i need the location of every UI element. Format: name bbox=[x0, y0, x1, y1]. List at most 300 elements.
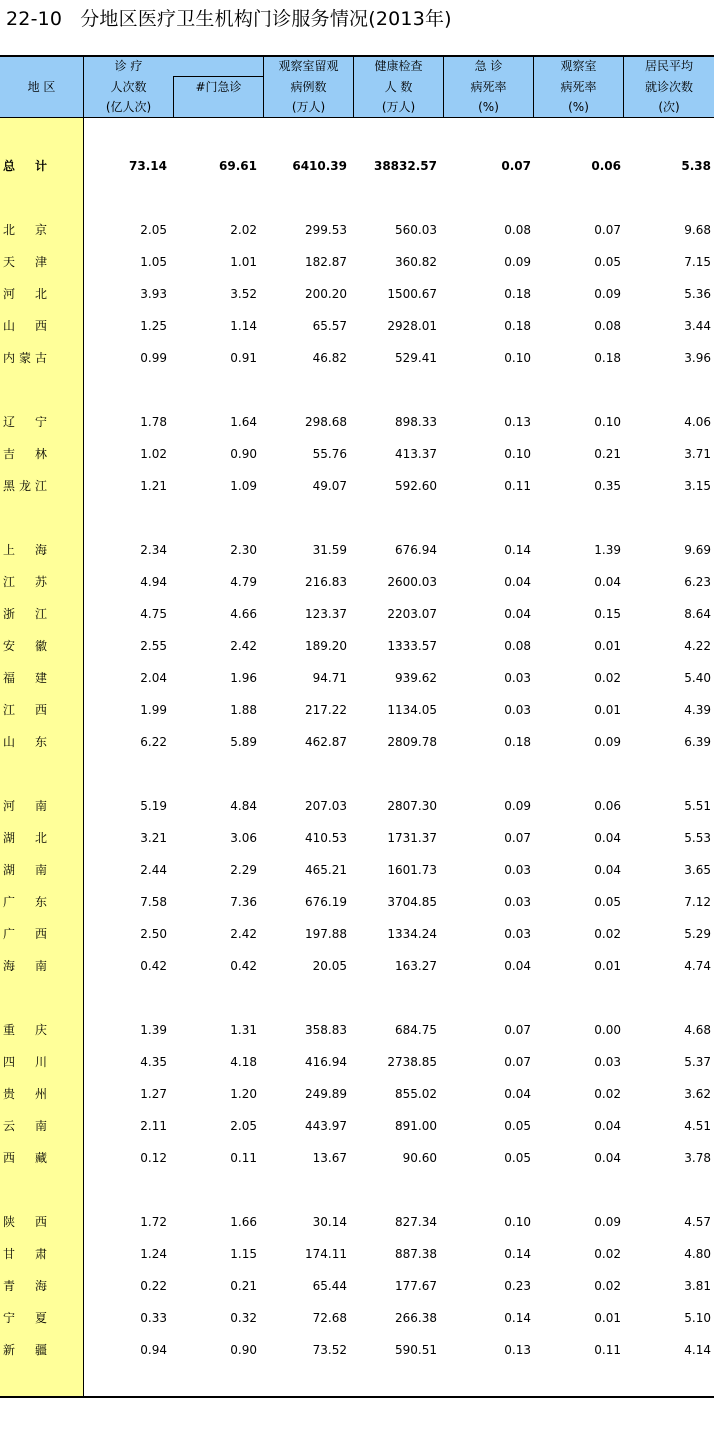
cell-observation-death-rate: 0.05 bbox=[594, 895, 621, 909]
table-row bbox=[0, 1276, 714, 1296]
cell-emergency: 2.30 bbox=[230, 543, 257, 557]
cell-observation: 72.68 bbox=[312, 1311, 347, 1325]
table-row bbox=[0, 1340, 714, 1360]
cell-avg-visits: 4.57 bbox=[684, 1215, 711, 1229]
header-visits-1: 诊 疗 bbox=[114, 59, 143, 73]
cell-visits: 3.93 bbox=[140, 287, 167, 301]
cell-checkup: 1601.73 bbox=[387, 863, 437, 877]
cell-observation-death-rate: 0.07 bbox=[594, 223, 621, 237]
cell-emergency-death-rate: 0.07 bbox=[504, 1023, 531, 1037]
cell-visits: 0.12 bbox=[140, 1151, 167, 1165]
cell-observation: 416.94 bbox=[305, 1055, 347, 1069]
cell-emergency-death-rate: 0.04 bbox=[504, 959, 531, 973]
cell-emergency: 0.90 bbox=[230, 1343, 257, 1357]
table-row bbox=[0, 476, 714, 496]
cell-visits: 0.33 bbox=[140, 1311, 167, 1325]
cell-observation: 217.22 bbox=[305, 703, 347, 717]
cell-checkup: 177.67 bbox=[395, 1279, 437, 1293]
cell-visits: 1.25 bbox=[140, 319, 167, 333]
cell-region-name: 陕 西 bbox=[3, 1215, 47, 1229]
cell-observation-death-rate: 0.02 bbox=[594, 1279, 621, 1293]
cell-checkup: 855.02 bbox=[395, 1087, 437, 1101]
header-observation-2: 病例数 bbox=[290, 80, 327, 94]
cell-emergency-death-rate: 0.05 bbox=[504, 1119, 531, 1133]
cell-observation: 189.20 bbox=[305, 639, 347, 653]
cell-observation-death-rate: 0.02 bbox=[594, 1247, 621, 1261]
cell-checkup: 2203.07 bbox=[387, 607, 437, 621]
cell-visits: 0.22 bbox=[140, 1279, 167, 1293]
cell-visits: 1.78 bbox=[140, 415, 167, 429]
cell-checkup: 887.38 bbox=[395, 1247, 437, 1261]
cell-checkup: 684.75 bbox=[395, 1023, 437, 1037]
table-row bbox=[0, 412, 714, 432]
cell-visits: 73.14 bbox=[129, 159, 167, 173]
cell-emergency-death-rate: 0.04 bbox=[504, 575, 531, 589]
header-emergency: #门急诊 bbox=[195, 80, 242, 94]
cell-observation: 6410.39 bbox=[292, 159, 347, 173]
cell-emergency: 1.01 bbox=[230, 255, 257, 269]
cell-avg-visits: 4.51 bbox=[684, 1119, 711, 1133]
cell-emergency: 2.42 bbox=[230, 639, 257, 653]
table-row bbox=[0, 700, 714, 720]
header-checkup-3: (万人) bbox=[381, 100, 416, 114]
cell-region-name: 四 川 bbox=[3, 1055, 47, 1069]
cell-observation: 31.59 bbox=[312, 543, 347, 557]
region-column-background bbox=[0, 118, 83, 1396]
cell-checkup: 3704.85 bbox=[387, 895, 437, 909]
cell-emergency: 2.05 bbox=[230, 1119, 257, 1133]
cell-avg-visits: 4.06 bbox=[684, 415, 711, 429]
cell-checkup: 2807.30 bbox=[387, 799, 437, 813]
cell-emergency: 2.02 bbox=[230, 223, 257, 237]
cell-checkup: 1731.37 bbox=[387, 831, 437, 845]
cell-avg-visits: 4.39 bbox=[684, 703, 711, 717]
cell-observation-death-rate: 0.01 bbox=[594, 1311, 621, 1325]
region-column-rule bbox=[83, 118, 84, 1396]
table-row bbox=[0, 828, 714, 848]
cell-emergency: 7.36 bbox=[230, 895, 257, 909]
cell-observation-death-rate: 0.01 bbox=[594, 639, 621, 653]
cell-avg-visits: 3.15 bbox=[684, 479, 711, 493]
header-observation-death-1: 观察室 bbox=[560, 59, 597, 73]
cell-observation: 182.87 bbox=[305, 255, 347, 269]
cell-visits: 1.02 bbox=[140, 447, 167, 461]
cell-avg-visits: 5.51 bbox=[684, 799, 711, 813]
cell-emergency: 2.29 bbox=[230, 863, 257, 877]
cell-observation: 443.97 bbox=[305, 1119, 347, 1133]
table-row bbox=[0, 444, 714, 464]
cell-emergency: 0.42 bbox=[230, 959, 257, 973]
cell-emergency-death-rate: 0.14 bbox=[504, 543, 531, 557]
cell-emergency: 0.21 bbox=[230, 1279, 257, 1293]
cell-avg-visits: 5.37 bbox=[684, 1055, 711, 1069]
table-number: 22-10 bbox=[6, 8, 63, 30]
cell-region-name: 河 北 bbox=[3, 287, 47, 301]
cell-avg-visits: 6.39 bbox=[684, 735, 711, 749]
cell-observation: 73.52 bbox=[312, 1343, 347, 1357]
table-row bbox=[0, 572, 714, 592]
cell-visits: 2.11 bbox=[140, 1119, 167, 1133]
table-row bbox=[0, 604, 714, 624]
table-row bbox=[0, 956, 714, 976]
cell-observation-death-rate: 0.04 bbox=[594, 863, 621, 877]
cell-observation-death-rate: 0.09 bbox=[594, 287, 621, 301]
cell-avg-visits: 5.36 bbox=[684, 287, 711, 301]
cell-visits: 0.42 bbox=[140, 959, 167, 973]
cell-observation: 65.57 bbox=[312, 319, 347, 333]
header-emergency-death-1: 急 诊 bbox=[474, 59, 503, 73]
cell-region-name: 甘 肃 bbox=[3, 1247, 47, 1261]
header-emergency-death-3: (%) bbox=[478, 100, 499, 114]
cell-observation-death-rate: 0.02 bbox=[594, 927, 621, 941]
cell-emergency: 4.84 bbox=[230, 799, 257, 813]
cell-visits: 1.99 bbox=[140, 703, 167, 717]
cell-checkup: 413.37 bbox=[395, 447, 437, 461]
cell-emergency-death-rate: 0.03 bbox=[504, 671, 531, 685]
cell-observation-death-rate: 0.06 bbox=[594, 799, 621, 813]
cell-region-name: 湖 北 bbox=[3, 831, 47, 845]
cell-avg-visits: 3.81 bbox=[684, 1279, 711, 1293]
cell-observation-death-rate: 0.05 bbox=[594, 255, 621, 269]
table-row bbox=[0, 1020, 714, 1040]
cell-observation: 410.53 bbox=[305, 831, 347, 845]
cell-visits: 5.19 bbox=[140, 799, 167, 813]
cell-region-name: 内蒙古 bbox=[3, 351, 47, 365]
cell-visits: 7.58 bbox=[140, 895, 167, 909]
header-checkup-2: 人 数 bbox=[384, 80, 413, 94]
cell-region-name: 天 津 bbox=[3, 255, 47, 269]
cell-region-name: 广 西 bbox=[3, 927, 47, 941]
cell-region-name: 安 徽 bbox=[3, 639, 47, 653]
cell-emergency-death-rate: 0.23 bbox=[504, 1279, 531, 1293]
cell-avg-visits: 4.14 bbox=[684, 1343, 711, 1357]
cell-visits: 6.22 bbox=[140, 735, 167, 749]
cell-avg-visits: 5.38 bbox=[681, 159, 711, 173]
cell-emergency-death-rate: 0.08 bbox=[504, 639, 531, 653]
cell-visits: 2.04 bbox=[140, 671, 167, 685]
table-row bbox=[0, 668, 714, 688]
cell-avg-visits: 6.23 bbox=[684, 575, 711, 589]
cell-avg-visits: 4.80 bbox=[684, 1247, 711, 1261]
cell-observation-death-rate: 0.03 bbox=[594, 1055, 621, 1069]
cell-observation: 20.05 bbox=[312, 959, 347, 973]
cell-region-name: 上 海 bbox=[3, 543, 47, 557]
cell-observation-death-rate: 0.11 bbox=[594, 1343, 621, 1357]
cell-checkup: 2738.85 bbox=[387, 1055, 437, 1069]
cell-visits: 4.35 bbox=[140, 1055, 167, 1069]
cell-avg-visits: 3.71 bbox=[684, 447, 711, 461]
cell-checkup: 560.03 bbox=[395, 223, 437, 237]
cell-emergency-death-rate: 0.18 bbox=[504, 735, 531, 749]
cell-checkup: 1334.24 bbox=[387, 927, 437, 941]
cell-region-name: 北 京 bbox=[3, 223, 47, 237]
cell-emergency-death-rate: 0.13 bbox=[504, 415, 531, 429]
cell-checkup: 898.33 bbox=[395, 415, 437, 429]
cell-emergency: 1.96 bbox=[230, 671, 257, 685]
cell-emergency: 1.88 bbox=[230, 703, 257, 717]
cell-emergency-death-rate: 0.14 bbox=[504, 1311, 531, 1325]
cell-visits: 4.94 bbox=[140, 575, 167, 589]
cell-observation-death-rate: 0.15 bbox=[594, 607, 621, 621]
cell-emergency: 0.91 bbox=[230, 351, 257, 365]
cell-checkup: 827.34 bbox=[395, 1215, 437, 1229]
cell-emergency-death-rate: 0.08 bbox=[504, 223, 531, 237]
cell-emergency-death-rate: 0.05 bbox=[504, 1151, 531, 1165]
cell-avg-visits: 9.69 bbox=[684, 543, 711, 557]
table-row bbox=[0, 220, 714, 240]
cell-region-name: 江 西 bbox=[3, 703, 47, 717]
header-observation-death-2: 病死率 bbox=[560, 80, 597, 94]
cell-visits: 0.99 bbox=[140, 351, 167, 365]
cell-avg-visits: 5.29 bbox=[684, 927, 711, 941]
cell-region-name: 西 藏 bbox=[3, 1151, 47, 1165]
cell-avg-visits: 8.64 bbox=[684, 607, 711, 621]
header-avg-visits-1: 居民平均 bbox=[644, 59, 693, 73]
cell-observation: 65.44 bbox=[312, 1279, 347, 1293]
cell-region-name: 广 东 bbox=[3, 895, 47, 909]
cell-emergency-death-rate: 0.03 bbox=[504, 895, 531, 909]
cell-observation: 462.87 bbox=[305, 735, 347, 749]
table-title: 分地区医疗卫生机构门诊服务情况(2013年) bbox=[80, 8, 452, 30]
cell-checkup: 360.82 bbox=[395, 255, 437, 269]
table-row bbox=[0, 1052, 714, 1072]
header-checkup-1: 健康检查 bbox=[374, 59, 423, 73]
cell-avg-visits: 5.53 bbox=[684, 831, 711, 845]
cell-avg-visits: 3.96 bbox=[684, 351, 711, 365]
cell-emergency-death-rate: 0.03 bbox=[504, 863, 531, 877]
cell-emergency: 4.18 bbox=[230, 1055, 257, 1069]
cell-emergency-death-rate: 0.10 bbox=[504, 351, 531, 365]
cell-observation-death-rate: 0.09 bbox=[594, 1215, 621, 1229]
table-bottom-rule bbox=[0, 1396, 714, 1398]
cell-observation: 46.82 bbox=[312, 351, 347, 365]
cell-observation: 13.67 bbox=[312, 1151, 347, 1165]
cell-observation: 298.68 bbox=[305, 415, 347, 429]
cell-emergency-death-rate: 0.13 bbox=[504, 1343, 531, 1357]
cell-region-name: 总 计 bbox=[3, 159, 47, 173]
cell-avg-visits: 3.65 bbox=[684, 863, 711, 877]
cell-checkup: 2809.78 bbox=[387, 735, 437, 749]
cell-visits: 1.05 bbox=[140, 255, 167, 269]
cell-emergency: 69.61 bbox=[219, 159, 257, 173]
cell-region-name: 福 建 bbox=[3, 671, 47, 685]
cell-region-name: 湖 南 bbox=[3, 863, 47, 877]
cell-region-name: 山 西 bbox=[3, 319, 47, 333]
table-row-total bbox=[0, 156, 714, 176]
cell-emergency-death-rate: 0.09 bbox=[504, 255, 531, 269]
cell-observation-death-rate: 0.04 bbox=[594, 1151, 621, 1165]
cell-emergency-death-rate: 0.07 bbox=[504, 1055, 531, 1069]
cell-avg-visits: 7.12 bbox=[684, 895, 711, 909]
cell-checkup: 266.38 bbox=[395, 1311, 437, 1325]
cell-region-name: 吉 林 bbox=[3, 447, 47, 461]
table-row bbox=[0, 1116, 714, 1136]
cell-checkup: 2928.01 bbox=[387, 319, 437, 333]
cell-observation: 197.88 bbox=[305, 927, 347, 941]
cell-observation-death-rate: 0.01 bbox=[594, 703, 621, 717]
header-avg-visits-2: 就诊次数 bbox=[644, 80, 693, 94]
cell-emergency: 1.15 bbox=[230, 1247, 257, 1261]
table-row bbox=[0, 636, 714, 656]
cell-observation-death-rate: 0.00 bbox=[594, 1023, 621, 1037]
cell-emergency-death-rate: 0.07 bbox=[501, 159, 531, 173]
cell-checkup: 529.41 bbox=[395, 351, 437, 365]
cell-visits: 1.21 bbox=[140, 479, 167, 493]
cell-emergency-death-rate: 0.04 bbox=[504, 607, 531, 621]
cell-observation: 299.53 bbox=[305, 223, 347, 237]
cell-observation: 216.83 bbox=[305, 575, 347, 589]
cell-checkup: 891.00 bbox=[395, 1119, 437, 1133]
cell-checkup: 590.51 bbox=[395, 1343, 437, 1357]
header-observation-death-3: (%) bbox=[568, 100, 589, 114]
cell-checkup: 1500.67 bbox=[387, 287, 437, 301]
cell-region-name: 江 苏 bbox=[3, 575, 47, 589]
cell-region-name: 海 南 bbox=[3, 959, 47, 973]
cell-visits: 2.05 bbox=[140, 223, 167, 237]
table-row bbox=[0, 316, 714, 336]
cell-observation: 55.76 bbox=[312, 447, 347, 461]
cell-observation-death-rate: 0.04 bbox=[594, 1119, 621, 1133]
cell-emergency-death-rate: 0.18 bbox=[504, 319, 531, 333]
cell-avg-visits: 5.10 bbox=[684, 1311, 711, 1325]
cell-region-name: 辽 宁 bbox=[3, 415, 47, 429]
cell-emergency: 5.89 bbox=[230, 735, 257, 749]
cell-avg-visits: 4.74 bbox=[684, 959, 711, 973]
cell-observation: 94.71 bbox=[312, 671, 347, 685]
cell-visits: 1.24 bbox=[140, 1247, 167, 1261]
table-row bbox=[0, 796, 714, 816]
cell-region-name: 新 疆 bbox=[3, 1343, 47, 1357]
cell-emergency: 4.79 bbox=[230, 575, 257, 589]
cell-observation-death-rate: 0.06 bbox=[591, 159, 621, 173]
header-visits-3: (亿人次) bbox=[105, 100, 152, 114]
cell-avg-visits: 3.62 bbox=[684, 1087, 711, 1101]
cell-emergency-death-rate: 0.07 bbox=[504, 831, 531, 845]
table-row bbox=[0, 252, 714, 272]
cell-observation-death-rate: 0.18 bbox=[594, 351, 621, 365]
cell-visits: 4.75 bbox=[140, 607, 167, 621]
cell-emergency: 3.06 bbox=[230, 831, 257, 845]
cell-emergency-death-rate: 0.18 bbox=[504, 287, 531, 301]
cell-observation-death-rate: 0.09 bbox=[594, 735, 621, 749]
cell-emergency-death-rate: 0.04 bbox=[504, 1087, 531, 1101]
cell-observation: 49.07 bbox=[312, 479, 347, 493]
cell-observation: 465.21 bbox=[305, 863, 347, 877]
cell-region-name: 青 海 bbox=[3, 1279, 47, 1293]
cell-emergency: 1.64 bbox=[230, 415, 257, 429]
cell-emergency: 1.20 bbox=[230, 1087, 257, 1101]
table-row bbox=[0, 860, 714, 880]
cell-observation: 174.11 bbox=[305, 1247, 347, 1261]
cell-emergency: 0.90 bbox=[230, 447, 257, 461]
header-observation-1: 观察室留观 bbox=[278, 59, 339, 73]
cell-emergency: 4.66 bbox=[230, 607, 257, 621]
cell-checkup: 1333.57 bbox=[387, 639, 437, 653]
cell-visits: 2.55 bbox=[140, 639, 167, 653]
cell-observation-death-rate: 0.35 bbox=[594, 479, 621, 493]
cell-avg-visits: 4.22 bbox=[684, 639, 711, 653]
header-emergency-death-2: 病死率 bbox=[470, 80, 507, 94]
header-avg-visits-3: (次) bbox=[658, 100, 680, 114]
cell-checkup: 2600.03 bbox=[387, 575, 437, 589]
cell-emergency: 1.09 bbox=[230, 479, 257, 493]
cell-observation-death-rate: 0.02 bbox=[594, 1087, 621, 1101]
cell-observation: 249.89 bbox=[305, 1087, 347, 1101]
cell-observation-death-rate: 0.10 bbox=[594, 415, 621, 429]
cell-observation-death-rate: 1.39 bbox=[594, 543, 621, 557]
cell-observation: 676.19 bbox=[305, 895, 347, 909]
cell-visits: 2.34 bbox=[140, 543, 167, 557]
table-row bbox=[0, 284, 714, 304]
cell-observation: 207.03 bbox=[305, 799, 347, 813]
cell-emergency: 0.11 bbox=[230, 1151, 257, 1165]
cell-region-name: 河 南 bbox=[3, 799, 47, 813]
table-row bbox=[0, 1084, 714, 1104]
cell-visits: 2.50 bbox=[140, 927, 167, 941]
cell-observation-death-rate: 0.04 bbox=[594, 575, 621, 589]
cell-emergency-death-rate: 0.11 bbox=[504, 479, 531, 493]
cell-avg-visits: 7.15 bbox=[684, 255, 711, 269]
table-row bbox=[0, 1212, 714, 1232]
table-row bbox=[0, 732, 714, 752]
cell-region-name: 浙 江 bbox=[3, 607, 47, 621]
cell-emergency: 1.66 bbox=[230, 1215, 257, 1229]
cell-emergency-death-rate: 0.10 bbox=[504, 447, 531, 461]
cell-observation-death-rate: 0.08 bbox=[594, 319, 621, 333]
table-row bbox=[0, 540, 714, 560]
cell-region-name: 黑龙江 bbox=[3, 479, 47, 493]
cell-visits: 0.94 bbox=[140, 1343, 167, 1357]
cell-avg-visits: 3.78 bbox=[684, 1151, 711, 1165]
cell-emergency-death-rate: 0.14 bbox=[504, 1247, 531, 1261]
cell-visits: 1.39 bbox=[140, 1023, 167, 1037]
cell-observation-death-rate: 0.21 bbox=[594, 447, 621, 461]
cell-checkup: 38832.57 bbox=[373, 159, 437, 173]
cell-observation: 358.83 bbox=[305, 1023, 347, 1037]
cell-observation: 200.20 bbox=[305, 287, 347, 301]
table-row bbox=[0, 1148, 714, 1168]
cell-emergency: 1.31 bbox=[230, 1023, 257, 1037]
cell-observation-death-rate: 0.04 bbox=[594, 831, 621, 845]
cell-emergency: 3.52 bbox=[230, 287, 257, 301]
cell-emergency-death-rate: 0.10 bbox=[504, 1215, 531, 1229]
cell-emergency-death-rate: 0.03 bbox=[504, 927, 531, 941]
header-region: 地 区 bbox=[27, 80, 56, 94]
table-row bbox=[0, 1308, 714, 1328]
cell-observation-death-rate: 0.01 bbox=[594, 959, 621, 973]
table-row bbox=[0, 924, 714, 944]
cell-visits: 1.27 bbox=[140, 1087, 167, 1101]
page-title bbox=[6, 4, 452, 31]
cell-region-name: 云 南 bbox=[3, 1119, 47, 1133]
cell-region-name: 山 东 bbox=[3, 735, 47, 749]
cell-emergency: 1.14 bbox=[230, 319, 257, 333]
table-row bbox=[0, 348, 714, 368]
cell-visits: 3.21 bbox=[140, 831, 167, 845]
cell-region-name: 贵 州 bbox=[3, 1087, 47, 1101]
cell-observation: 30.14 bbox=[312, 1215, 347, 1229]
cell-visits: 2.44 bbox=[140, 863, 167, 877]
cell-avg-visits: 5.40 bbox=[684, 671, 711, 685]
cell-avg-visits: 3.44 bbox=[684, 319, 711, 333]
cell-emergency: 2.42 bbox=[230, 927, 257, 941]
cell-region-name: 重 庆 bbox=[3, 1023, 47, 1037]
cell-checkup: 939.62 bbox=[395, 671, 437, 685]
cell-emergency-death-rate: 0.03 bbox=[504, 703, 531, 717]
cell-checkup: 1134.05 bbox=[387, 703, 437, 717]
cell-avg-visits: 9.68 bbox=[684, 223, 711, 237]
cell-observation-death-rate: 0.02 bbox=[594, 671, 621, 685]
